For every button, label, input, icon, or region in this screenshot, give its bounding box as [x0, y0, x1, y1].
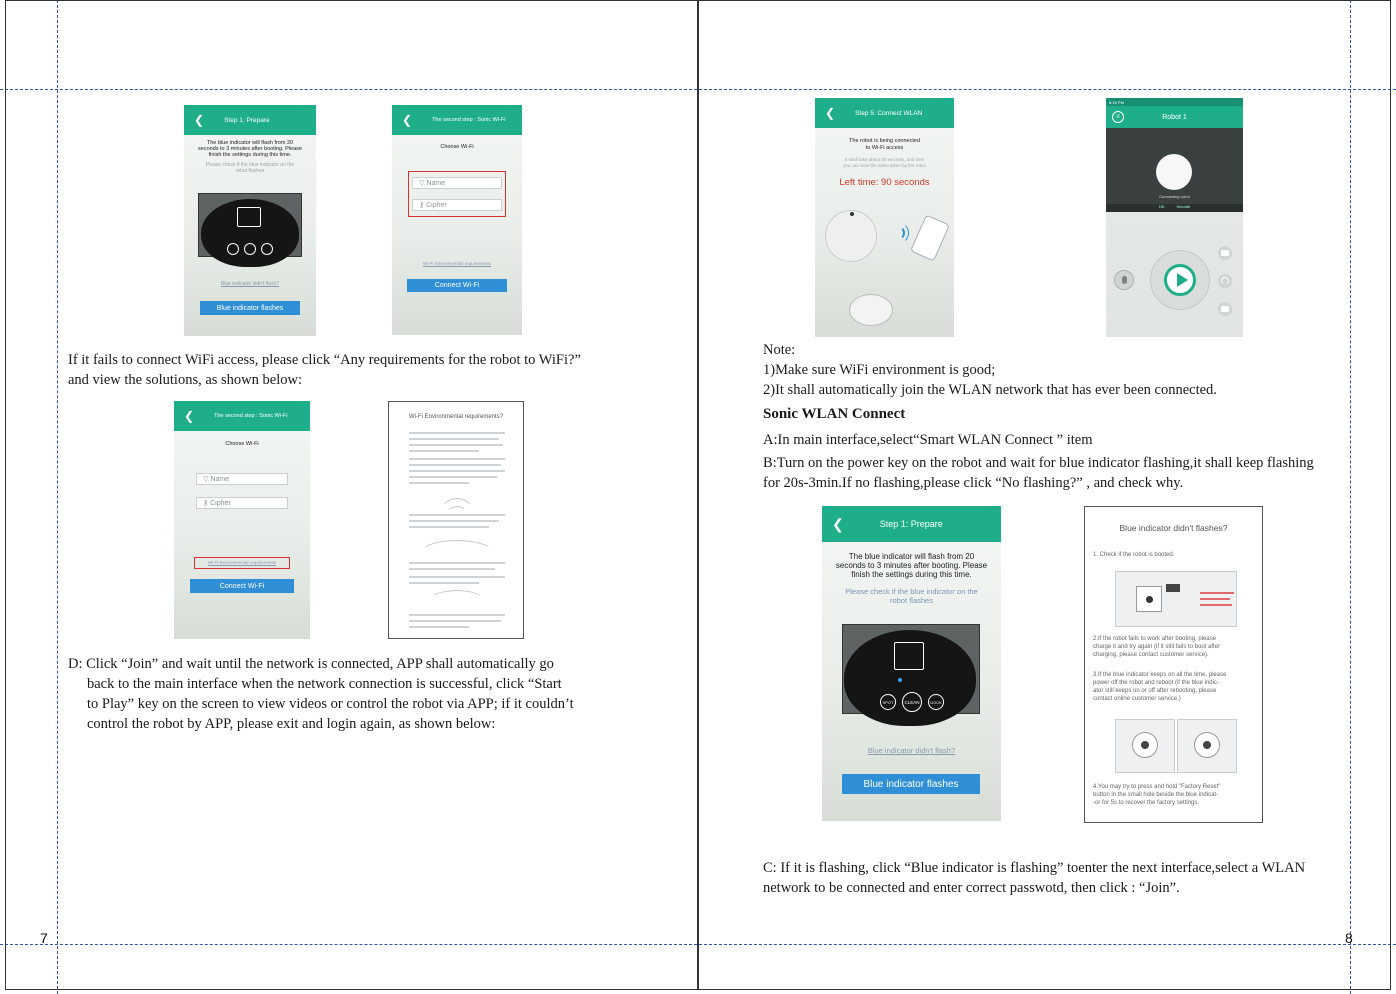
wifi-requirements-link[interactable]: Wi-Fi Environmental requirements — [422, 261, 492, 266]
text-line — [409, 450, 479, 452]
text-line — [409, 438, 499, 440]
hd-option[interactable]: HD — [1158, 204, 1165, 209]
robot-indicator-dot — [850, 212, 854, 216]
step-b-line1: B:Turn on the power key on the robot and wait for blue indicator flashing,it shall keep flashing — [763, 455, 1314, 471]
back-chevron-icon: ❮ — [825, 106, 836, 120]
text-line — [409, 470, 505, 472]
power-switch-illustration — [1136, 586, 1162, 612]
connecting-hint: It shall take about 90 seconds, and then you can view the video taken by the robot — [843, 157, 926, 168]
connecting-robot-label: Connecting robot — [1159, 194, 1190, 199]
quality-selector[interactable] — [1106, 204, 1243, 212]
robot-eye — [1203, 741, 1211, 749]
page-number-left: 7 — [40, 930, 48, 946]
robot-top-illustration — [201, 199, 299, 267]
blue-indicator-flashes-button[interactable]: Blue indicator flashes — [200, 301, 300, 315]
screen-title: Step 5: Connect WLAN — [855, 109, 923, 117]
robot-eye — [1141, 741, 1149, 749]
play-icon — [1177, 273, 1188, 287]
note-label: Note: — [763, 342, 796, 358]
indicator-help-document — [1084, 506, 1263, 823]
camera-icon — [1221, 250, 1229, 256]
video-preview — [1106, 128, 1243, 212]
robot-title-bar — [1106, 106, 1243, 128]
dock-button-icon — [261, 243, 273, 255]
screen-title-bar — [392, 105, 522, 135]
screenshot-prepare-large — [822, 506, 1001, 821]
wifi-wave-icon — [887, 222, 909, 244]
robot-booted-photo — [1115, 571, 1237, 627]
help-item-1: 1. Check if the robot is booted. — [1093, 552, 1175, 558]
screen-title-bar — [815, 98, 954, 128]
status-time: 6:15 PM — [1109, 99, 1124, 105]
step-b-line2: for 20s-3min.If no flashing,please click “No flashing?” , and check why. — [763, 475, 1184, 491]
key-icon: ⚷ — [419, 202, 427, 209]
annotation-line — [1200, 592, 1234, 594]
screenshot-prepare-small — [184, 105, 316, 336]
text-line — [409, 568, 495, 570]
robot-bin-icon — [894, 642, 924, 670]
text-line — [409, 626, 469, 628]
help-item-3: 3.If the blue indicator keeps on all the time, please power off the robot and reboot (if the blue indic- ator still keeps on or off after rebooting, please contact online customer service.) — [1093, 672, 1227, 702]
robot-vacuum-photo — [849, 294, 893, 326]
spot-button-icon: SPOT — [880, 694, 896, 710]
connecting-message: The robot is being connected to Wi-Fi access — [849, 138, 920, 151]
screen-title-bar — [174, 401, 310, 431]
prepare-instructions: The blue indicator will flash from 20 seconds to 3 minutes after booting. Please finish the settings during this time. — [835, 552, 988, 579]
wifi-cipher-field[interactable]: ⚷ Cipher — [196, 497, 288, 509]
robot-face — [1194, 732, 1220, 758]
screen-title: Step 1: Prepare — [879, 519, 943, 529]
join-instructions-line4: control the robot by APP, please exit and login again, as shown below: — [87, 716, 496, 732]
dock-button-icon: DOCK — [928, 694, 944, 710]
note-item-1: 1)Make sure WiFi environment is good; — [763, 362, 996, 378]
spot-button-icon — [227, 243, 239, 255]
wifi-name-field[interactable]: ▽ Name — [412, 177, 502, 189]
choose-wifi-label: Choose Wi-Fi — [225, 441, 259, 447]
wifi-cipher-field[interactable]: ⚷ Cipher — [412, 199, 502, 211]
fail-instructions-line2: and view the solutions, as shown below: — [68, 372, 302, 388]
clean-button-icon — [244, 243, 256, 255]
page-number-right: 8 — [1345, 930, 1353, 946]
step-c-line1: C: If it is flashing, click “Blue indicator is flashing” toenter the next interface,select a WLAN — [763, 860, 1306, 876]
text-line — [409, 514, 505, 516]
join-instructions-line1: D: Click “Join” and wait until the network is connected, APP shall automatically go — [68, 656, 554, 672]
wifi-requirements-title: Wi-Fi Environmental requirements? — [408, 414, 504, 420]
robot-vacuum-illustration — [825, 210, 877, 262]
robot-indicator-photo-left — [1115, 719, 1175, 773]
wifi-requirements-document — [388, 401, 524, 639]
text-line — [409, 582, 479, 584]
join-instructions-line3: to Play” key on the screen to view videos or control the robot via APP; if it couldn’t — [87, 696, 574, 712]
screen-title: The second step : Sonic Wi-Fi — [432, 117, 506, 123]
record-button[interactable] — [1218, 302, 1232, 316]
screenshot-wifi-requirements — [174, 401, 310, 639]
screenshot-connect-wlan — [815, 98, 954, 337]
wifi-icon: ▽ — [203, 476, 211, 483]
robot-bin-icon — [237, 207, 261, 227]
clean-button-icon: CLEAN — [902, 692, 922, 712]
microphone-icon — [1122, 276, 1127, 284]
wifi-signal-icon — [447, 506, 467, 526]
text-line — [409, 482, 469, 484]
text-line — [409, 444, 503, 446]
indicator-didnt-flash-link[interactable]: Blue indicator didn't flash? — [867, 746, 956, 755]
prepare-hint: Please check if the blue indicator on the robot flashes — [845, 587, 978, 605]
screen-title-bar — [822, 506, 1001, 542]
headphones-icon — [1221, 277, 1229, 285]
text-line — [409, 520, 499, 522]
annotation-line — [1200, 598, 1230, 600]
help-item-2: 2.If the robot fails to work after booting, please charge it and try again (if it still fails to boot after charging, please contact customer service). — [1093, 636, 1221, 658]
loading-indicator — [1156, 154, 1192, 190]
blue-indicator-light — [898, 678, 902, 682]
text-line — [409, 576, 505, 578]
right-page-frame — [698, 0, 1391, 990]
robot-top-illustration — [844, 630, 976, 726]
left-time-countdown: Left time: 90 seconds — [839, 177, 930, 188]
screen-title: Step 1: Prepare — [224, 116, 270, 124]
switch-icon — [1166, 584, 1180, 592]
robot-name: Robot 1 — [1162, 113, 1187, 121]
text-line — [409, 620, 501, 622]
switch-dot — [1146, 596, 1153, 603]
annotation-line — [1200, 604, 1232, 606]
choose-wifi-label: Choose Wi-Fi — [440, 144, 474, 150]
wifi-icon: ▽ — [419, 180, 427, 187]
back-chevron-icon: ❮ — [402, 113, 413, 127]
section-heading: Sonic WLAN Connect — [763, 406, 906, 422]
connect-wifi-button[interactable]: Connect Wi-Fi — [407, 279, 507, 292]
menu-icon[interactable]: ≡ — [1112, 111, 1124, 123]
text-line — [409, 432, 505, 434]
text-line — [409, 562, 505, 564]
status-bar — [1106, 98, 1243, 106]
camera-button[interactable] — [1218, 246, 1232, 260]
left-page-frame — [5, 0, 698, 990]
step-a: A:In main interface,select“Smart WLAN Connect ” item — [763, 432, 1093, 448]
indicator-help-title: Blue indicator didn't flashes? — [1119, 523, 1228, 533]
text-line — [409, 476, 497, 478]
robot-indicator-photo-right — [1177, 719, 1237, 773]
smooth-option[interactable]: Smooth — [1176, 204, 1191, 209]
back-chevron-icon: ❮ — [194, 113, 205, 127]
indicator-didnt-flash-link[interactable]: Blue indicator didn't flash? — [220, 281, 280, 287]
screenshot-wifi-top — [392, 105, 522, 335]
fail-instructions-line1: If it fails to connect WiFi access, please click “Any requirements for the robot to WiFi?” — [68, 352, 581, 368]
help-item-4: 4.You may try to press and hold "Factory Reset" button in the small hole beside the blue indicat- -or for 5s to recover the factory settings. — [1093, 784, 1221, 806]
connect-wifi-button[interactable]: Connect Wi-Fi — [190, 579, 294, 593]
robot-face — [1132, 732, 1158, 758]
screen-title-bar — [184, 105, 316, 135]
prepare-hint: Please check if the blue indicator on the robot flashes — [205, 162, 295, 174]
wifi-name-field[interactable]: ▽ Name — [196, 473, 288, 485]
audio-button[interactable] — [1218, 274, 1232, 288]
text-line — [409, 526, 489, 528]
phone-illustration — [910, 214, 950, 261]
back-chevron-icon: ❮ — [832, 515, 844, 532]
key-icon: ⚷ — [203, 500, 211, 507]
screen-title: The second step : Sonic Wi-Fi — [214, 413, 288, 419]
screenshot-robot-live — [1106, 98, 1243, 337]
text-line — [409, 458, 505, 460]
wifi-requirements-link[interactable]: Wi-Fi Environmental requirements — [207, 560, 277, 565]
microphone-button[interactable] — [1114, 270, 1134, 290]
text-line — [409, 614, 505, 616]
router-signal-illustration — [429, 590, 485, 612]
join-instructions-line2: back to the main interface when the network connection is successful, click “Start — [87, 676, 562, 692]
start-play-button[interactable] — [1164, 264, 1196, 296]
note-item-2: 2)It shall automatically join the WLAN network that has ever been connected. — [763, 382, 1217, 398]
back-chevron-icon: ❮ — [184, 409, 195, 423]
step-c-line2: network to be connected and enter correct passwotd, then click : “Join”. — [763, 880, 1180, 896]
blue-indicator-flashes-button[interactable]: Blue indicator flashes — [842, 774, 980, 794]
prepare-instructions: The blue indicator will flash from 20 seconds to 3 minutes after booting. Please finish the settings during this time. — [198, 140, 302, 158]
text-line — [409, 464, 501, 466]
video-icon — [1221, 306, 1229, 312]
